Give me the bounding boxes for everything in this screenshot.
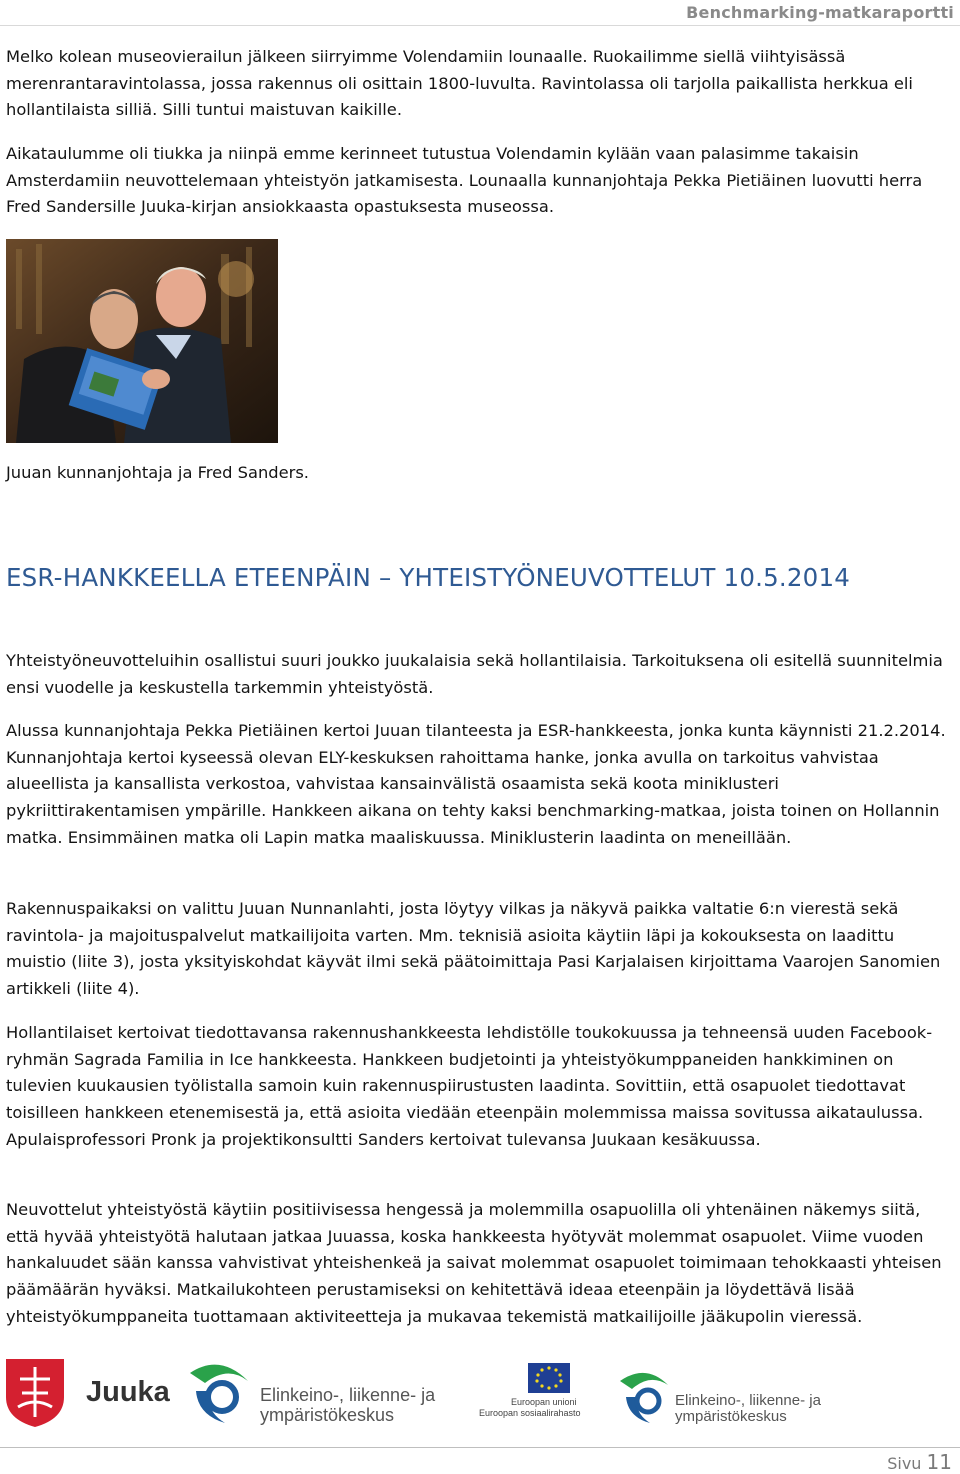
logo-strip xyxy=(0,1353,960,1433)
ely-logo-line1-secondary: Elinkeino-, liikenne- ja xyxy=(675,1392,821,1409)
page-label: Sivu xyxy=(887,1454,922,1473)
photo xyxy=(6,239,278,443)
photo-caption: Juuan kunnanjohtaja ja Fred Sanders. xyxy=(6,463,309,482)
page-number xyxy=(887,1450,952,1474)
ely-centre-logo-icon-secondary xyxy=(620,1373,668,1423)
paragraph: Rakennuspaikaksi on valittu Juuan Nunnanlahti, josta löytyy vilkas ja näkyvä paikka valtatie 6:n vierestä sekä ravintola- ja majoituspalvelut matkailijoita varten. Mm. teknisiä asioita käytiin läpi ja kokouksesta on laadittu muistio (liite 3), josta yksityiskohdat käyvät ilmi sekä päätoimittaja Pasi Karjalaisen kirjoittama Vaarojen Sanomien artikkeli (liite 4). xyxy=(6,899,941,999)
juuka-logo-text: Juuka xyxy=(86,1376,170,1408)
page-header-title: Benchmarking-matkaraportti xyxy=(686,3,954,22)
ely-logo-line2-secondary: ympäristökeskus xyxy=(675,1408,787,1425)
paragraph: Hollantilaiset kertoivat tiedottavansa rakennushankkeesta lehdistölle toukokuussa ja tehneensä uuden Facebook-ryhmän Sagrada Familia in Ice hankkeesta. Hankkeen budjetointi ja yhteistyökumppaneiden hankkiminen on tulevien kuukausien työlistalla samoin kuin rakennuspiirustusten laadinta. Sovittiin, että osapuolet tiedottavat toisilleen hankkeen etenemisestä ja, että asioita viedään eteenpäin molemmissa maissa sovitussa aikataulussa. Apulaisprofessori Pronk ja projektikonsultti Sanders kertoivat tulevansa Juukaan kesäkuussa. xyxy=(6,1023,933,1149)
header-divider xyxy=(0,25,960,26)
ely-centre-logo-icon xyxy=(190,1365,248,1423)
paragraph: Yhteistyöneuvotteluihin osallistui suuri joukko juukalaisia sekä hollantilaisia. Tarkoituksena oli esitellä suunnitelmia ensi vuodelle ja keskustella tarkemmin yhteistyöstä. xyxy=(6,651,943,697)
eu-flag-icon xyxy=(528,1363,570,1393)
juuka-coat-of-arms-icon xyxy=(6,1359,64,1427)
footer-divider xyxy=(0,1447,960,1448)
section-heading: ESR-HANKKEELLA ETEENPÄIN – YHTEISTYÖNEUVOTTELUT 10.5.2014 xyxy=(6,563,851,592)
page-number-value: 11 xyxy=(926,1450,952,1474)
eu-logo-line2: Euroopan sosiaalirahasto xyxy=(479,1408,581,1418)
paragraph: Alussa kunnanjohtaja Pekka Pietiäinen kertoi Juuan tilanteesta ja ESR-hankkeesta, jonka kunta käynnisti 21.2.2014. Kunnanjohtaja kertoi kyseessä olevan ELY-keskuksen rahoittama hanke, jonka avulla on tarkoitus vahvistaa alueellista ja kansallista verkostoa, vahvistaa kansainvälistä osaamista sekä koota miniklusteri pykriittirakentamisen ympärille. Hankkeen aikana on tehty kaksi benchmarking-matkaa, joista toinen on Hollannin matka. Ensimmäinen matka oli Lapin matka maaliskuussa. Miniklusterin laadinta on meneillään. xyxy=(6,721,946,847)
ely-logo-line2: ympäristökeskus xyxy=(260,1405,395,1425)
paragraph: Melko kolean museovierailun jälkeen siirryimme Volendamiin lounaalle. Ruokailimme siellä viihtyisässä merenrantaravintolassa, jossa rakennus oli osittain 1800-luvulta. Ravintolassa oli tarjolla paikallista herkkua eli hollantilaista silliä. Silli tuntui maistuvan kaikille. xyxy=(6,47,913,120)
paragraph: Aikataulumme oli tiukka ja niinpä emme kerinneet tutustua Volendamin kylään vaan palasimme takaisin Amsterdamiin neuvottelemaan yhteistyön jatkamisesta. Lounaalla kunnanjohtaja Pekka Pietiäinen luovutti herra Fred Sandersille Juuka-kirjan ansiokkaasta opastuksesta museossa. xyxy=(6,144,923,217)
ely-logo-line1: Elinkeino-, liikenne- ja xyxy=(260,1385,436,1405)
paragraph: Neuvottelut yhteistyöstä käytiin positiivisessa hengessä ja molemmilla osapuolilla oli yhtenäinen näkemys siitä, että hyvää yhteistyötä halutaan jatkaa Juuassa, koska hankkeesta hyötyvät molemmat osapuolet. Viime vuoden hankaluudet sään kanssa vahvistivat yhteishenkeä ja saivat molemmat osapuolet toimimaan tehokkaasti yhteisen päämäärän hyväksi. Matkailukohteen perustamiseksi on kehitettävä ideaa eteenpäin ja löydettävä lisää yhteistyökumppaneita tuottamaan aktiviteetteja ja mukavaa tekemistä matkailijoille jääkupolin vieressä. xyxy=(6,1200,942,1326)
eu-logo-line1: Euroopan unioni xyxy=(511,1397,577,1407)
